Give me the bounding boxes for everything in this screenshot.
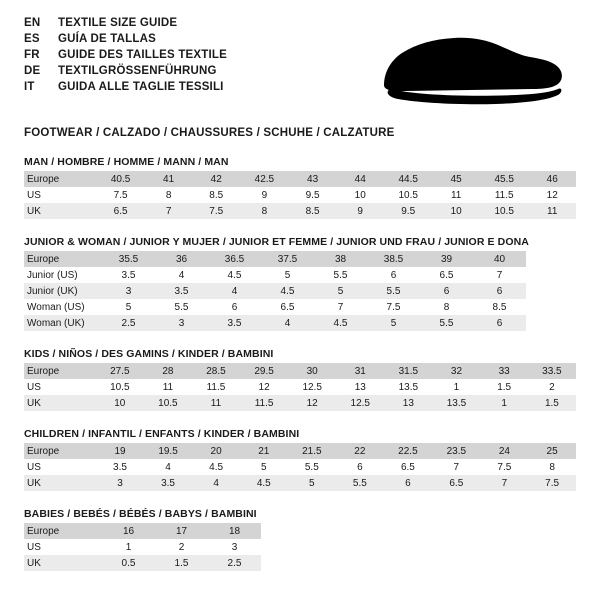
row-label: Europe [24,443,96,459]
size-cell: 7.5 [528,475,576,491]
size-cell: 6.5 [400,461,415,473]
size-cell: 5.5 [420,315,473,331]
size-cell: 20 [192,443,240,459]
language-row [24,18,227,34]
size-cell: 45.5 [480,171,529,187]
size-cell: 29.5 [240,363,288,379]
size-cell: 5 [314,283,367,299]
size-cell: 11 [192,395,240,411]
size-cell: 19 [96,443,144,459]
size-cell: 28.5 [192,363,240,379]
size-cell: 8.5 [492,301,507,313]
size-cell: 11 [528,203,576,219]
size-cell: 12 [258,381,270,393]
size-cell: 39 [420,251,473,267]
size-cell: 4.5 [261,283,314,299]
size-cell: 5 [260,461,267,473]
size-cell: 2.5 [208,555,261,571]
table-row [24,443,576,459]
table-row [24,539,261,555]
size-cell: 6.5 [280,301,295,313]
language-code: ES [24,33,40,45]
size-cell: 12.5 [336,395,384,411]
size-cell: 8 [240,203,289,219]
row-label: Europe [24,523,102,539]
size-block-title: CHILDREN / INFANTIL / ENFANTS / KINDER / BAMBINI [24,428,300,440]
size-cell: 7 [453,461,460,473]
language-code: IT [24,81,35,93]
size-cell: 31 [336,363,384,379]
row-label: Europe [24,171,96,187]
size-cell: 36.5 [208,251,261,267]
size-cell: 10.5 [110,381,130,393]
size-block [24,236,576,331]
size-cell: 5 [125,301,132,313]
size-cell: 22.5 [384,443,432,459]
table-row [24,459,576,475]
row-label: UK [24,555,102,571]
row-label: UK [24,475,96,491]
size-cell: 5.5 [336,475,384,491]
size-cell: 12 [288,395,336,411]
size-cell: 6 [231,301,238,313]
size-cell: 13 [384,395,432,411]
language-code: DE [24,65,41,77]
size-cell: 3.5 [208,315,261,331]
size-block-title: JUNIOR & WOMAN / JUNIOR Y MUJER / JUNIOR ET FEMME / JUNIOR UND FRAU / JUNIOR E DONA [24,236,529,248]
size-cell: 6 [473,315,526,331]
size-cell: 4 [192,475,240,491]
size-cell: 5 [284,269,291,281]
size-cell: 13 [354,381,366,393]
size-cell: 3 [102,283,155,299]
size-cell: 9 [336,203,383,219]
language-code: EN [24,17,41,29]
size-cell: 28 [144,363,192,379]
size-cell: 8.5 [289,203,337,219]
size-cell: 17 [155,523,208,539]
size-cell: 1.5 [528,395,576,411]
language-row [24,66,227,82]
size-cell: 42 [192,171,240,187]
row-label: Woman (US) [27,301,85,313]
size-cell: 3.5 [113,461,127,473]
size-cell: 10.5 [144,395,192,411]
size-cell: 21.5 [288,443,336,459]
language-title: GUÍA DE TALLAS [58,33,156,45]
size-cell: 5 [288,475,336,491]
size-cell: 46 [528,171,576,187]
size-cell: 2.5 [102,315,155,331]
size-cell: 5.5 [174,301,189,313]
size-cell: 23.5 [432,443,480,459]
size-cell: 10.5 [398,189,418,201]
size-cell: 5.5 [304,461,319,473]
size-cell: 42.5 [240,171,289,187]
size-table [24,363,576,411]
size-cell: 1.5 [497,381,512,393]
size-cell: 38 [314,251,367,267]
size-cell: 12 [546,189,558,201]
row-label: US [27,381,41,393]
size-cell: 25 [528,443,576,459]
table-row [24,315,526,331]
language-title: GUIDE DES TAILLES TEXTILE [58,49,227,61]
size-cell: 8.5 [209,189,224,201]
table-row [24,251,526,267]
size-cell: 10 [354,189,366,201]
size-cell: 7.5 [192,203,240,219]
size-block-title: MAN / HOMBRE / HOMME / MANN / MAN [24,156,229,168]
size-cell: 35.5 [102,251,155,267]
size-cell: 6.5 [96,203,145,219]
size-cell: 11.5 [240,395,288,411]
size-cell: 7.5 [113,189,128,201]
size-cell: 30 [288,363,336,379]
size-cell: 5.5 [333,269,348,281]
table-row [24,395,576,411]
size-cell: 7 [481,475,529,491]
table-row [24,267,526,283]
table-row [24,523,261,539]
size-cell: 4 [165,461,171,473]
size-cell: 6.5 [432,475,480,491]
language-title: TEXTILGRÖSSENFÜHRUNG [58,65,217,77]
size-cell: 4.5 [227,269,242,281]
language-title-list-body [24,18,227,98]
row-label: Junior (US) [27,269,78,281]
size-cell: 37.5 [261,251,314,267]
table-row [24,475,576,491]
size-cell: 31.5 [384,363,432,379]
size-cell: 11 [162,381,174,393]
size-cell: 6 [384,475,432,491]
size-cell: 3 [231,541,238,553]
size-cell: 6.5 [439,269,454,281]
table-row [24,283,526,299]
language-title: GUIDA ALLE TAGLIE TESSILI [58,81,224,93]
language-row [24,50,227,66]
language-row [24,34,227,50]
size-cell: 22 [336,443,384,459]
size-cell: 33.5 [528,363,576,379]
table-row [24,187,576,203]
document-header [24,18,576,114]
size-cell: 5.5 [367,283,420,299]
size-cell: 9.5 [305,189,320,201]
size-cell: 36 [155,251,208,267]
row-label: UK [24,395,96,411]
language-title: TEXTILE SIZE GUIDE [58,17,178,29]
size-cell: 3 [155,315,208,331]
size-cell: 41 [145,171,192,187]
table-row [24,203,576,219]
size-cell: 21 [240,443,288,459]
size-cell: 4 [208,283,261,299]
row-label: Europe [24,251,102,267]
size-cell: 24 [481,443,529,459]
size-cell: 13.5 [398,381,419,393]
size-cell: 11 [450,189,462,201]
size-cell: 44.5 [384,171,433,187]
size-block [24,348,576,411]
size-cell: 27.5 [96,363,144,379]
size-cell: 4.5 [240,475,288,491]
size-block [24,428,576,491]
size-cell: 1.5 [155,555,208,571]
size-cell: 8 [443,301,450,313]
size-cell: 1 [453,381,460,393]
size-cell: 12.5 [302,381,322,393]
row-label: Europe [24,363,96,379]
row-label: US [27,541,41,553]
size-cell: 7 [496,269,503,281]
size-table [24,523,261,571]
size-table [24,443,576,491]
size-table [24,171,576,219]
size-block-title: KIDS / NIÑOS / DES GAMINS / KINDER / BAMBINI [24,348,274,360]
table-row [24,299,526,315]
size-cell: 11.5 [494,189,514,201]
size-cell: 44 [336,171,383,187]
size-cell: 40.5 [96,171,145,187]
size-cell: 4 [261,315,314,331]
size-cell: 45 [432,171,479,187]
size-cell: 9.5 [384,203,433,219]
size-cell: 4.5 [314,315,367,331]
size-cell: 3.5 [155,283,208,299]
size-cell: 10 [96,395,144,411]
table-row [24,171,576,187]
size-cell: 13.5 [432,395,480,411]
language-title-list [24,18,227,98]
language-row [24,82,227,98]
table-row [24,555,261,571]
size-cell: 3 [96,475,144,491]
table-row [24,363,576,379]
size-block [24,508,576,571]
size-cell: 8 [165,189,172,201]
size-cell: 6 [473,283,526,299]
size-cell: 32 [432,363,480,379]
size-cell: 10 [432,203,479,219]
size-cell: 6 [357,461,363,473]
row-label: UK [24,203,96,219]
row-label: Woman (UK) [24,315,102,331]
size-cell: 8 [549,461,555,473]
size-cell: 11.5 [206,381,226,393]
dress-shoe-icon [366,28,566,114]
size-cell: 2 [178,541,185,553]
size-cell: 7.5 [497,461,512,473]
size-table [24,251,526,331]
size-cell: 16 [102,523,155,539]
size-cell: 9 [261,189,268,201]
size-cell: 1 [481,395,528,411]
row-label: US [27,189,41,201]
page-title: FOOTWEAR / CALZADO / CHAUSSURES / SCHUHE / CALZATURE [24,127,395,139]
size-cell: 3.5 [121,269,136,281]
size-cell: 4 [178,269,185,281]
size-cell: 18 [208,523,261,539]
size-cell: 40 [473,251,526,267]
size-cell: 7 [337,301,344,313]
size-cell: 7 [145,203,192,219]
size-cell: 4.5 [209,461,224,473]
size-cell: 19.5 [144,443,192,459]
size-cell: 3.5 [144,475,192,491]
size-cell: 38.5 [367,251,420,267]
size-cell: 43 [289,171,337,187]
size-cell: 5 [367,315,420,331]
language-code: FR [24,49,40,61]
size-cell: 6 [420,283,473,299]
row-label: Junior (UK) [24,283,102,299]
size-cell: 1 [125,541,132,553]
size-cell: 10.5 [480,203,529,219]
size-blocks [24,156,576,571]
size-cell: 7.5 [386,301,401,313]
size-block-title: BABIES / BEBÉS / BÉBÉS / BABYS / BAMBINI [24,508,257,520]
size-cell: 0.5 [102,555,155,571]
size-block [24,156,576,219]
size-cell: 2 [549,381,555,393]
row-label: US [27,461,41,473]
table-row [24,379,576,395]
size-cell: 6 [390,269,397,281]
size-cell: 33 [481,363,528,379]
